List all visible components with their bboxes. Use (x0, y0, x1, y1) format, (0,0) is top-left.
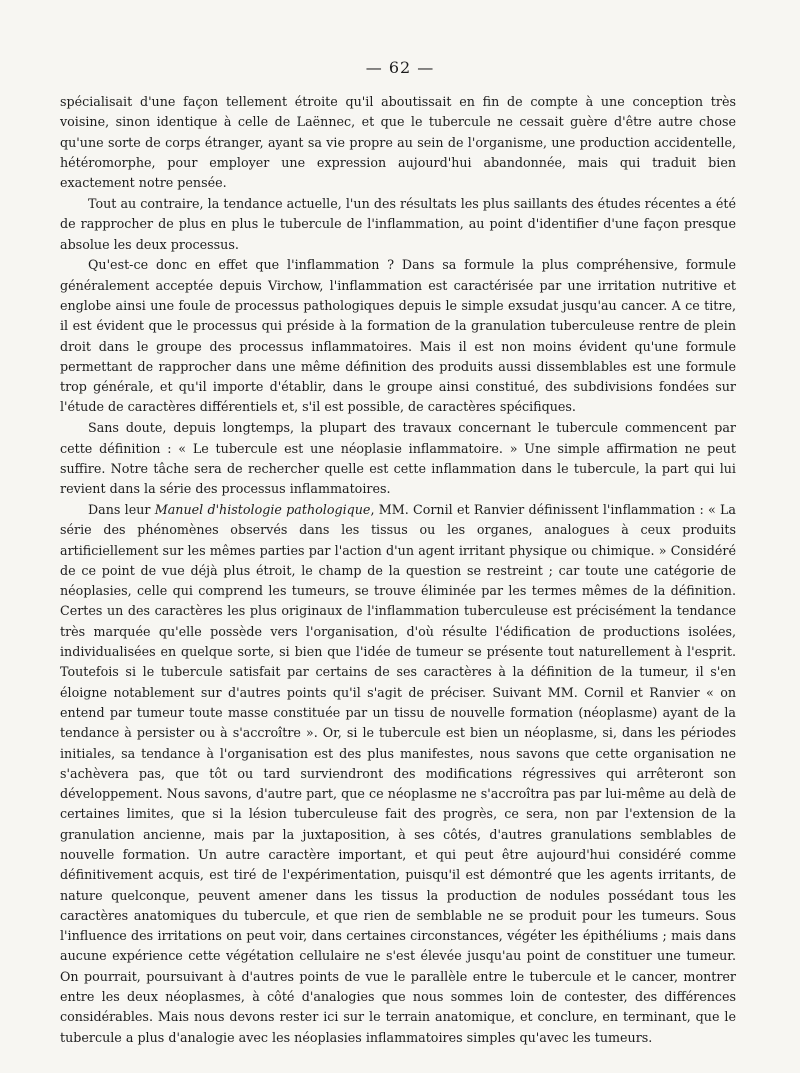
paragraph-1: spécialisait d'une façon tellement étroite qu'il aboutissait en fin de compte à une conception très voisine, sinon identique à celle de Laënnec, et que le tubercule ne cessait guère d'être autre chose qu'une sorte de corps étranger, ayant sa vie propre au sein de l'organisme, une production accidentelle, hétéromorphe, pour employer une expression aujourd'hui abandonnée, mais qui traduit bien exactement notre pensée. (60, 94, 736, 191)
body-text (60, 92, 736, 1048)
book-title: Manuel d'histologie pathologique (154, 501, 371, 517)
paragraph-2: Tout au contraire, la tendance actuelle, l'un des résultats les plus saillants des études récentes a été de rapprocher de plus en plus le tubercule de l'inflammation, au point d'identifier d'une façon presque absolue les deux processus. (60, 195, 736, 252)
page-number: — 62 — (365, 58, 435, 77)
paragraph-5 (60, 500, 736, 1048)
paragraph-5-lead: Dans leur (88, 501, 155, 517)
paragraph-5-body: , MM. Cornil et Ranvier définissent l'inflammation : « La série des phénomènes observés dans les tissus ou les organes, analogues à ceux produits artificiellement sur les mêmes parties par l'action d'un agent irritant physique ou chimique. » Considéré de ce point de vue déjà plus étroit, le champ de la question se restreint ; car toute une catégorie de néoplasies, celle qui comprend les tumeurs, se trouve éliminée par les termes mêmes de la définition. Certes un des caractères les plus originaux de l'inflammation tuberculeuse est précisément la tendance très marquée qu'elle possède vers l'organisation, d'où résulte l'édification de productions isolées, individualisées en quelque sorte, si bien que l'idée de tumeur se présente tout naturellement à l'esprit. Toutefois si le tubercule satisfait par certains de ses caractères à la définition de la tumeur, il s'en éloigne notablement sur d'autres points qu'il s'agit de préciser. Suivant MM. Cornil et Ranvier « on entend par tumeur toute masse constituée par un tissu de nouvelle formation (néoplasme) ayant de la tendance à persister ou à s'accroître ». Or, si le tubercule est bien un néoplasme, si, dans les périodes initiales, sa tendance à l'organisation est des plus manifestes, nous savons que cette organisation ne s'achèvera pas, que tôt ou tard surviendront des modifications régressives qui arrêteront son développement. Nous savons, d'autre part, que ce néoplasme ne s'accroîtra pas par lui-même au delà de certaines limites, que si la lésion tuberculeuse fait des progrès, ce sera, non par l'extension de la granulation ancienne, mais par la juxtaposition, à ses côtés, d'autres granulations semblables de nouvelle formation. Un autre caractère important, et qui peut être aujourd'hui considéré comme définitivement acquis, est tiré de l'expérimentation, puisqu'il est démontré que les agents irritants, de nature quelconque, peuvent amener dans les tissus la production de nodules possédant tous les caractères anatomiques du tubercule, et que rien de semblable ne se produit pour les tumeurs. Sous l'influence des irritations on peut voir, dans certaines circonstances, végéter les épithéliums ; mais dans aucune expérience cette végétation cellulaire ne s'est élevée jusqu'au point de constituer une tumeur. On pourrait, poursuivant à d'autres points de vue le parallèle entre le tubercule et le cancer, montrer entre les deux néoplasmes, à côté d'analogies que nous sommes loin de contester, des différences considérables. Mais nous devons rester ici sur le terrain anatomique, et conclure, en terminant, que le tubercule a plus d'analogie avec les néoplasies inflammatoires simples qu'avec les tumeurs. (60, 501, 736, 1045)
paragraph-4: Sans doute, depuis longtemps, la plupart des travaux concernant le tubercule commencent par cette définition : « Le tubercule est une néoplasie inflammatoire. » Une simple affirmation ne peut suffire. Notre tâche sera de rechercher quelle est cette inflammation dans le tubercule, la part qui lui revient dans la série des processus inflammatoires. (60, 420, 736, 497)
paragraph-3: Qu'est-ce donc en effet que l'inflammation ? Dans sa formule la plus compréhensive, formule généralement acceptée depuis Virchow, l'inflammation est caractérisée par une irritation nutritive et englobe ainsi une foule de processus pathologiques depuis le simple exsudat jusqu'au cancer. A ce titre, il est évident que le processus qui préside à la formation de la granulation tuberculeuse rentre de plein droit dans le groupe des processus inflammatoires. Mais il est non moins évident qu'une formule permettant de rapprocher dans une même définition des produits aussi dissemblables est une formule trop générale, et qu'il importe d'établir, dans le groupe ainsi constitué, des subdivisions fondées sur l'étude de caractères différentiels et, s'il est possible, de caractères spécifiques. (60, 257, 736, 415)
